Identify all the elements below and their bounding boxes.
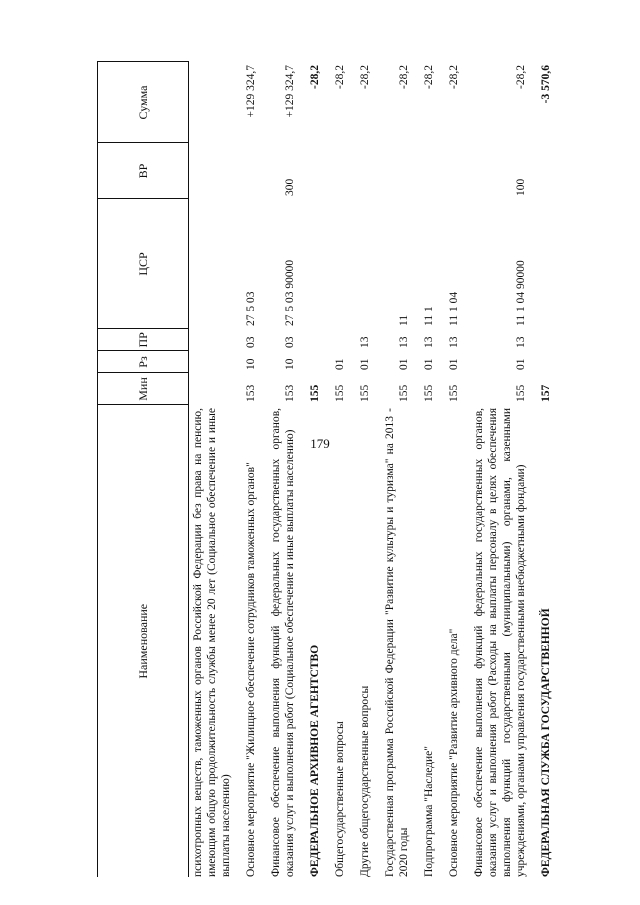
row-rz <box>189 351 236 373</box>
header-name: Наименование <box>98 405 189 877</box>
row-min: 155 <box>448 384 460 402</box>
budget-table-rotated <box>97 62 585 877</box>
row-pr: 13 <box>423 336 435 348</box>
row-min: 155 <box>309 384 321 402</box>
row-pr: 03 <box>245 336 257 348</box>
row-vr <box>349 143 374 199</box>
row-name: ФЕДЕРАЛЬНОЕ АРХИВНОЕ АГЕНТСТВО <box>309 644 321 877</box>
row-pr <box>530 329 555 351</box>
row-rz <box>299 351 324 373</box>
row-sum: -3 570,6 <box>540 65 552 104</box>
row-csr: 27 5 03 90000 <box>284 259 296 326</box>
row-vr <box>374 143 413 199</box>
row-pr <box>299 329 324 351</box>
table-row <box>299 62 324 877</box>
row-name: Основное мероприятие "Жилищное обеспечение сотрудников таможенных органов" <box>245 462 257 877</box>
row-rz: 01 <box>398 358 410 370</box>
row-csr: 27 5 03 <box>245 291 257 326</box>
row-pr: 13 <box>515 336 527 348</box>
row-min <box>189 373 236 405</box>
row-pr: 13 <box>448 336 460 348</box>
row-pr: 13 <box>398 336 410 348</box>
table-row <box>235 62 260 877</box>
row-sum: -28,2 <box>515 65 527 89</box>
row-name: Финансовое обеспечение выполнения функций федеральных государственных органов, оказания услуг и выполнения работ (Расходы на выплаты персоналу в целях обеспечения выполнения функций государственными (муниципальными) органами, казенными учреждениями, органами управления государственными внебюджетными фондами) <box>473 408 527 877</box>
row-pr <box>324 329 349 351</box>
row-rz: 01 <box>334 358 346 370</box>
budget-table <box>97 62 555 878</box>
row-min: 157 <box>540 384 552 402</box>
row-name: Финансовое обеспечение выполнения функций федеральных государственных органов, оказания услуг и выполнения работ (Социальное обеспечение и иные выплаты населению) <box>270 408 296 877</box>
header-sum: Сумма <box>98 62 189 143</box>
table-row <box>374 62 413 877</box>
header-csr: ЦСР <box>98 199 189 329</box>
header-row <box>98 62 189 877</box>
table-row <box>324 62 349 877</box>
row-csr <box>189 199 236 329</box>
row-min: 153 <box>245 384 257 402</box>
row-vr: 300 <box>284 178 296 196</box>
row-rz: 01 <box>359 358 371 370</box>
row-csr: 11 <box>398 314 410 326</box>
table-row <box>438 62 463 877</box>
row-csr: 11 1 <box>423 306 435 326</box>
row-csr: 11 1 04 90000 <box>515 260 527 326</box>
row-min: 155 <box>398 384 410 402</box>
row-rz <box>530 351 555 373</box>
row-rz: 01 <box>448 358 460 370</box>
row-csr <box>324 199 349 329</box>
row-min: 153 <box>284 384 296 402</box>
row-csr <box>349 199 374 329</box>
table-row <box>260 62 299 877</box>
row-min: 155 <box>423 384 435 402</box>
row-vr <box>189 143 236 199</box>
row-rz: 10 <box>284 358 296 370</box>
row-rz: 01 <box>423 358 435 370</box>
row-vr <box>299 143 324 199</box>
row-vr <box>235 143 260 199</box>
row-csr: 11 1 04 <box>448 291 460 326</box>
row-sum <box>189 62 236 143</box>
row-pr: 03 <box>284 336 296 348</box>
row-vr <box>324 143 349 199</box>
table-row <box>189 62 236 877</box>
page-number: 179 <box>310 436 330 451</box>
row-name: психотропных веществ, таможенных органов Российской Федерации без права на пенсию, имеющим общую продолжительность службы менее 20 лет (Социальное обеспечение и иные выплаты населению) <box>192 408 232 877</box>
row-name: Подпрограмма "Наследие" <box>423 746 435 877</box>
row-sum: -28,2 <box>309 65 321 89</box>
table-row <box>463 62 530 877</box>
row-rz: 10 <box>245 358 257 370</box>
row-csr <box>530 199 555 329</box>
table-row <box>413 62 438 877</box>
row-sum: +129 324,7 <box>284 65 296 118</box>
row-sum: -28,2 <box>423 65 435 89</box>
table-row <box>530 62 555 877</box>
row-sum: +129 324,7 <box>245 65 257 118</box>
row-sum: -28,2 <box>334 65 346 89</box>
row-name: Основное мероприятие "Развитие архивного дела" <box>448 628 460 877</box>
row-vr <box>413 143 438 199</box>
row-sum: -28,2 <box>398 65 410 89</box>
row-sum: -28,2 <box>448 65 460 89</box>
row-name: ФЕДЕРАЛЬНАЯ СЛУЖБА ГОСУДАРСТВЕННОЙ <box>540 608 552 877</box>
row-name: Государственная программа Российской Федерации "Развитие культуры и туризма" на 2013 - 2020 годы <box>384 408 410 877</box>
row-min: 155 <box>334 384 346 402</box>
row-min: 155 <box>515 384 527 402</box>
row-csr <box>299 199 324 329</box>
header-pr: ПР <box>98 329 189 351</box>
row-pr <box>189 329 236 351</box>
row-vr <box>438 143 463 199</box>
row-sum: -28,2 <box>359 65 371 89</box>
row-name: Другие общегосударственные вопросы <box>359 685 371 877</box>
row-name: Общегосударственные вопросы <box>334 721 346 877</box>
header-min: Мин <box>98 373 189 405</box>
row-min: 155 <box>359 384 371 402</box>
row-pr: 13 <box>359 336 371 348</box>
table-row <box>349 62 374 877</box>
row-rz: 01 <box>515 358 527 370</box>
row-vr: 100 <box>515 178 527 196</box>
header-vr: ВР <box>98 143 189 199</box>
header-rz: Рз <box>98 351 189 373</box>
row-vr <box>530 143 555 199</box>
